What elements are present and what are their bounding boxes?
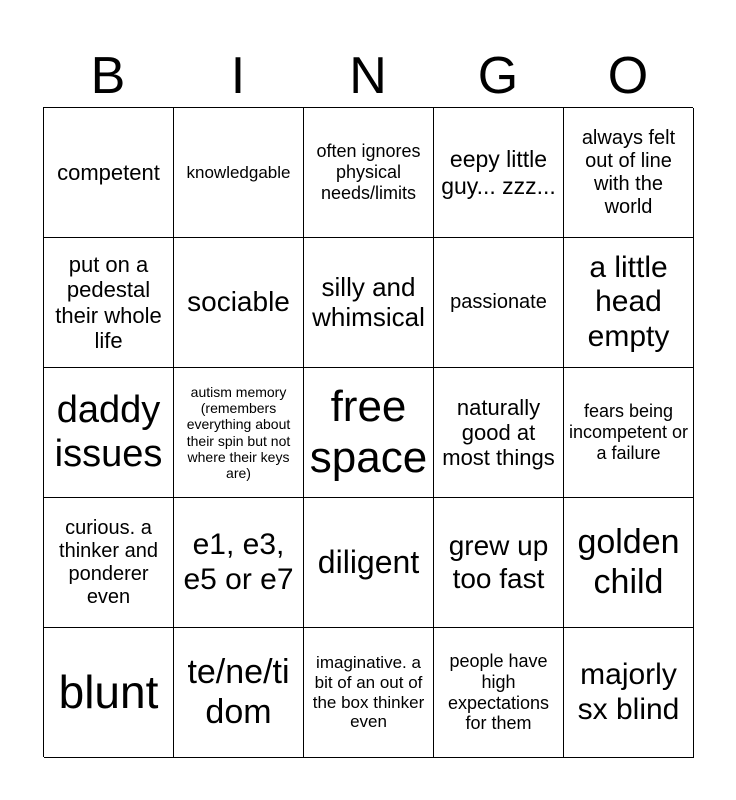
bingo-cell[interactable]: silly and whimsical — [304, 238, 434, 368]
bingo-cell[interactable]: eepy little guy... zzz... — [434, 108, 564, 238]
bingo-cell[interactable]: people have high expectations for them — [434, 628, 564, 758]
bingo-cell[interactable]: curious. a thinker and ponderer even — [44, 498, 174, 628]
bingo-cell[interactable]: often ignores physical needs/limits — [304, 108, 434, 238]
bingo-cell[interactable]: put on a pedestal their whole life — [44, 238, 174, 368]
header-letter-b: B — [90, 47, 126, 105]
bingo-board — [43, 107, 693, 757]
header-letter-i: I — [230, 47, 246, 105]
bingo-cell[interactable]: fears being incompetent or a failure — [564, 368, 694, 498]
bingo-cell[interactable]: grew up too fast — [434, 498, 564, 628]
bingo-cell[interactable]: blunt — [44, 628, 174, 758]
bingo-cell[interactable]: sociable — [174, 238, 304, 368]
bingo-cell[interactable]: e1, e3, e5 or e7 — [174, 498, 304, 628]
bingo-cell[interactable]: competent — [44, 108, 174, 238]
bingo-cell[interactable]: naturally good at most things — [434, 368, 564, 498]
bingo-cell[interactable]: diligent — [304, 498, 434, 628]
bingo-cell[interactable]: autism memory (remembers everything about their spin but not where their keys are) — [174, 368, 304, 498]
bingo-cell[interactable]: daddy issues — [44, 368, 174, 498]
bingo-cell[interactable]: majorly sx blind — [564, 628, 694, 758]
bingo-cell[interactable]: golden child — [564, 498, 694, 628]
bingo-cell[interactable]: passionate — [434, 238, 564, 368]
header-letter-o: O — [607, 47, 649, 105]
bingo-cell[interactable]: a little head empty — [564, 238, 694, 368]
free-space-cell[interactable]: free space — [304, 368, 434, 498]
bingo-header — [43, 44, 693, 108]
bingo-cell[interactable]: imaginative. a bit of an out of the box thinker even — [304, 628, 434, 758]
header-letter-g: G — [477, 47, 519, 105]
header-letter-n: N — [349, 47, 387, 105]
bingo-cell[interactable]: always felt out of line with the world — [564, 108, 694, 238]
bingo-cell[interactable]: knowledgable — [174, 108, 304, 238]
bingo-cell[interactable]: te/ne/ti dom — [174, 628, 304, 758]
